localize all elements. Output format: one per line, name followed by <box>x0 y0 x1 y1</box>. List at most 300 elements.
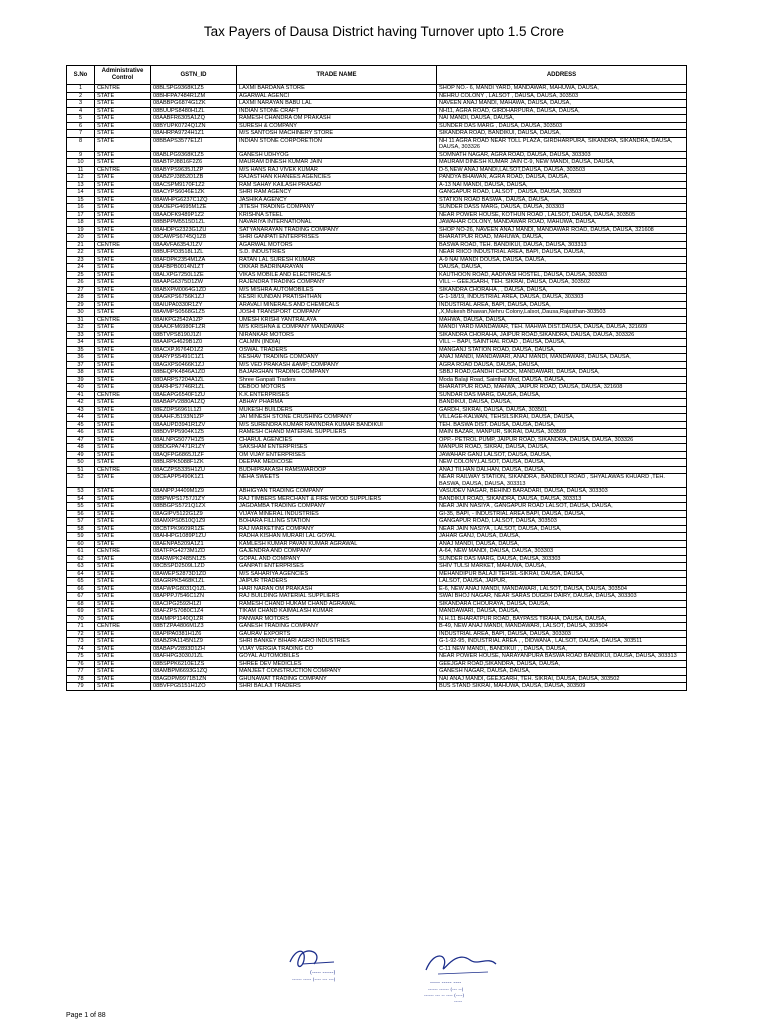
cell-trade-name: MAURAM DINESH KUMAR JAIN <box>237 159 437 167</box>
table-row <box>67 660 687 668</box>
cell-sno: 9 <box>67 151 95 159</box>
cell-trade-name: RADHA KISHAN MURARI LAL GOYAL <box>237 533 437 541</box>
table-row <box>67 555 687 563</box>
cell-gstn-id: 08AFDPK2354M1ZA <box>151 256 237 264</box>
cell-admin-control: STATE <box>95 271 151 279</box>
table-row <box>67 540 687 548</box>
cell-admin-control: STATE <box>95 570 151 578</box>
cell-address: NEAR RIICO INDUSTRIAL AREA, BAPI, DAUSA, DAUSA, <box>437 249 687 257</box>
cell-gstn-id: 08ARWPK2485N1Z5 <box>151 555 237 563</box>
table-row <box>67 466 687 474</box>
table-row <box>67 354 687 362</box>
cell-gstn-id: 08AWEPS2873D1ZD <box>151 570 237 578</box>
cell-gstn-id: 08AENPA5209A1Z1 <box>151 540 237 548</box>
cell-sno: 57 <box>67 518 95 526</box>
cell-gstn-id: 08ALXPG7250L1ZE <box>151 271 237 279</box>
cell-sno: 50 <box>67 459 95 467</box>
table-row <box>67 339 687 347</box>
cell-sno: 70 <box>67 615 95 623</box>
table-row <box>67 675 687 683</box>
cell-address: MANDAWARI, DAUSA, DAUSA, <box>437 608 687 616</box>
table-row <box>67 294 687 302</box>
cell-gstn-id: 08BBAPS3577E1ZI <box>151 137 237 151</box>
cell-gstn-id: 08BPWPS1757J1ZY <box>151 495 237 503</box>
taxpayer-table <box>66 65 687 691</box>
table-row <box>67 668 687 676</box>
cell-sno: 25 <box>67 271 95 279</box>
cell-address: SHOP NO.- 6, MANDI YARD, MANDAWAR, MAHUWA, DAUSA, <box>437 85 687 93</box>
cell-gstn-id: 08BDVPP5904K1Z5 <box>151 429 237 437</box>
cell-gstn-id: 08BTVPS8190J1ZI <box>151 331 237 339</box>
cell-gstn-id: 08AABFR6305A1ZQ <box>151 115 237 123</box>
table-row <box>67 488 687 496</box>
cell-trade-name: M/S MISHRA AUTOMOBILES <box>237 286 437 294</box>
cell-admin-control: STATE <box>95 444 151 452</box>
cell-gstn-id: 08BSPPK6210E1ZS <box>151 660 237 668</box>
table-row <box>67 234 687 242</box>
cell-sno: 29 <box>67 301 95 309</box>
cell-gstn-id: 08ABAPV2893D1ZH <box>151 645 237 653</box>
cell-trade-name: GOYAL AUTOMOBILES <box>237 653 437 661</box>
cell-gstn-id: 08AAOFM6980F1ZR <box>151 324 237 332</box>
cell-trade-name: BOHARA FILLING STATION <box>237 518 437 526</box>
header-sno: S.No <box>67 66 95 85</box>
cell-sno: 60 <box>67 540 95 548</box>
cell-sno: 38 <box>67 369 95 377</box>
cell-address: JAHAR GANJ, DAUSA, DAUSA, <box>437 533 687 541</box>
svg-text:-----: ----- <box>454 1000 463 1005</box>
cell-gstn-id: 08ABTPJ8816F2Z6 <box>151 159 237 167</box>
cell-admin-control: STATE <box>95 100 151 108</box>
cell-gstn-id: 08BLSPG9368K1Z5 <box>151 85 237 93</box>
cell-gstn-id: 08BDGPA7471R1ZY <box>151 444 237 452</box>
cell-address: GEEJGAR ROAD,SIKANDRA, DAUSA, DAUSA, <box>437 660 687 668</box>
table-row <box>67 525 687 533</box>
cell-trade-name: Shree Ganpati Traders <box>237 376 437 384</box>
svg-text:----- ----- ----: ----- ----- ---- <box>430 980 462 986</box>
cell-trade-name: ARAVALI MINERALS AND CHEMICALS <box>237 301 437 309</box>
cell-sno: 67 <box>67 593 95 601</box>
table-row <box>67 271 687 279</box>
cell-trade-name: INDIAN STONE CRAFT <box>237 107 437 115</box>
cell-trade-name: RATAN LAL SURESH KUMAR <box>237 256 437 264</box>
cell-trade-name: SHRI GANPATI ENTERPRISES <box>237 234 437 242</box>
cell-gstn-id: 08ACSPM9170F1Z2 <box>151 181 237 189</box>
cell-sno: 64 <box>67 570 95 578</box>
cell-address: NAVEEN ANAJ MANDI, MAHAWA, DAUSA, DAUSA, <box>437 100 687 108</box>
cell-address: GANGAPUR ROAD, LALSOT, DAUSA, 303503 <box>437 518 687 526</box>
cell-trade-name: OKKAR BADRINARAYAN <box>237 264 437 272</box>
cell-address: SIKANDARA CHOURAYA, DAUSA, DAUSA, <box>437 600 687 608</box>
cell-admin-control: STATE <box>95 189 151 197</box>
cell-admin-control: STATE <box>95 540 151 548</box>
cell-sno: 62 <box>67 555 95 563</box>
cell-trade-name: NIRANKAR MOTORS <box>237 331 437 339</box>
cell-trade-name: RAJ MARKETING COMPANY <box>237 525 437 533</box>
cell-trade-name: M/S HANS RAJ VIVEK KUMAR <box>237 166 437 174</box>
cell-trade-name: PANWAR MOTORS <box>237 615 437 623</box>
cell-gstn-id: 08AHDPG2323G1ZU <box>151 226 237 234</box>
table-row <box>67 503 687 511</box>
cell-gstn-id: 08ATFPG4273M1ZD <box>151 548 237 556</box>
cell-admin-control: STATE <box>95 130 151 138</box>
cell-gstn-id: 08CAWPS6745Q1Z8 <box>151 234 237 242</box>
cell-gstn-id: 08ANPPJ4409M1Z9 <box>151 488 237 496</box>
table-row <box>67 429 687 437</box>
cell-sno: 63 <box>67 563 95 571</box>
cell-sno: 41 <box>67 391 95 399</box>
cell-address: SWAI BHOJ NAGAR, NEAR SARAS DUGDH DAIRY, DAUSA, DAUSA, 303303 <box>437 593 687 601</box>
header-address: ADDRESS <box>437 66 687 85</box>
cell-admin-control: STATE <box>95 555 151 563</box>
cell-gstn-id: 08AGRPK5468K1ZL <box>151 578 237 586</box>
cell-admin-control: STATE <box>95 578 151 586</box>
cell-trade-name: UMESH KRISHI YANTRALAYA <box>237 316 437 324</box>
cell-sno: 20 <box>67 234 95 242</box>
cell-address: BHARATPUR ROAD, MAHUWA, DAUSA, <box>437 234 687 242</box>
cell-admin-control: STATE <box>95 294 151 302</box>
cell-trade-name: M/S SANTOSH MACHINERY STORE <box>237 130 437 138</box>
cell-trade-name: VIJAYA MINERAL INDUSTRIES <box>237 510 437 518</box>
cell-address: BHARATPUR ROAD, MAHWA, JAIPUR ROAD, DAUSA, DAUSA, 321608 <box>437 384 687 392</box>
cell-trade-name: JASHIKA AGENCY <box>237 196 437 204</box>
cell-admin-control: STATE <box>95 683 151 691</box>
cell-address: BASWA ROAD, TEH. BANDIKUI, DAUSA, DAUSA, 303313 <box>437 241 687 249</box>
cell-trade-name: GAJENDRA AND COMPANY <box>237 548 437 556</box>
cell-admin-control: CENTRE <box>95 466 151 474</box>
table-row <box>67 204 687 212</box>
cell-trade-name: JAIPUR TRADERS <box>237 578 437 586</box>
cell-trade-name: RAJASTHAN KHANEES AGENCIES <box>237 174 437 182</box>
cell-gstn-id: 08AAOFK9489P1Z2 <box>151 211 237 219</box>
cell-trade-name: SHREE DEV MEDICLES <box>237 660 437 668</box>
table-row <box>67 316 687 324</box>
cell-gstn-id: 08AOEPG4695M1ZE <box>151 204 237 212</box>
cell-gstn-id: 08AMBPM6693G1ZQ <box>151 668 237 676</box>
cell-trade-name: S.D. INDUSTRIES <box>237 249 437 257</box>
cell-address: SHOP NO-26, NAVEEN ANAJ MANDI, MANDAWAR ROAD, DAUSA, DAUSA, 321608 <box>437 226 687 234</box>
cell-admin-control: STATE <box>95 503 151 511</box>
table-header <box>67 66 687 85</box>
cell-sno: 15 <box>67 196 95 204</box>
cell-admin-control: STATE <box>95 331 151 339</box>
cell-gstn-id: 08ACIPG2592H1ZI <box>151 600 237 608</box>
cell-admin-control: STATE <box>95 204 151 212</box>
table-row <box>67 361 687 369</box>
page-number: Page 1 of 88 <box>66 1012 106 1019</box>
cell-sno: 45 <box>67 421 95 429</box>
cell-trade-name: SHRI BALAJI TRADERS <box>237 683 437 691</box>
cell-trade-name: MANJEET CONSTRUCTION COMPANY <box>237 668 437 676</box>
cell-address: SBBJ ROAD,GANDHI CHOCK, MANDAWARI, DAUSA, DAUSA, <box>437 369 687 377</box>
cell-gstn-id: 08BUFPD3518L1ZL <box>151 249 237 257</box>
cell-sno: 8 <box>67 137 95 151</box>
table-row <box>67 346 687 354</box>
cell-sno: 30 <box>67 309 95 317</box>
table-row <box>67 85 687 93</box>
cell-sno: 12 <box>67 174 95 182</box>
cell-address: NAI ANAJ MANDI, GEEJGARH, TEH. SIKRAI, DAUSA, DAUSA, 303502 <box>437 675 687 683</box>
table-row <box>67 585 687 593</box>
cell-admin-control: STATE <box>95 645 151 653</box>
cell-trade-name: M/S SAHARIYA AGENCIES <box>237 570 437 578</box>
table-row <box>67 578 687 586</box>
cell-sno: 19 <box>67 226 95 234</box>
cell-admin-control: STATE <box>95 660 151 668</box>
table-row <box>67 219 687 227</box>
cell-admin-control: STATE <box>95 563 151 571</box>
cell-admin-control: STATE <box>95 115 151 123</box>
cell-admin-control: STATE <box>95 459 151 467</box>
cell-sno: 43 <box>67 406 95 414</box>
cell-sno: 58 <box>67 525 95 533</box>
cell-admin-control: CENTRE <box>95 166 151 174</box>
table-row <box>67 196 687 204</box>
cell-admin-control: STATE <box>95 585 151 593</box>
cell-admin-control: CENTRE <box>95 241 151 249</box>
cell-sno: 51 <box>67 466 95 474</box>
table-row <box>67 115 687 123</box>
cell-address: NEAR RAILWAY STATION, SIKANDRA , BANDIKUI ROAD , SHYALAWAS KHUARD ,TEH. BASWA, DAUSA, DAUSA, 303313 <box>437 474 687 488</box>
cell-gstn-id: 08AIKPG2542A1ZP <box>151 316 237 324</box>
table-row <box>67 279 687 287</box>
cell-admin-control: STATE <box>95 451 151 459</box>
cell-address: E-6, NEW ANAJ MANDI, MANDAWARI, LALSOT, DAUSA, DAUSA, 303504 <box>437 585 687 593</box>
cell-address: SUNDER DAS MARG , DAUSA, DAUSA, 303503 <box>437 122 687 130</box>
table-row <box>67 137 687 151</box>
cell-gstn-id: 08DARPS7204A1ZL <box>151 376 237 384</box>
cell-trade-name: TIKAM CHAND KAIMALASH KUMAR <box>237 608 437 616</box>
cell-gstn-id: 08BUUPS8480H1ZL <box>151 107 237 115</box>
cell-admin-control: STATE <box>95 638 151 646</box>
table-row <box>67 122 687 130</box>
cell-gstn-id: 08BLRPK5088F1ZK <box>151 459 237 467</box>
cell-admin-control: STATE <box>95 219 151 227</box>
cell-address: GARDH, SIKRAI, DAUSA, DAUSA, 303501 <box>437 406 687 414</box>
table-row <box>67 249 687 257</box>
cell-address: NEAR JAIN NASIYA , GANGAPUR ROAD LALSOT, DAUSA, DAUSA, <box>437 503 687 511</box>
cell-address: A-64, NEW MANDI, DAUSA, DAUSA, 303303 <box>437 548 687 556</box>
cell-gstn-id: 08BBGPS5721Q1ZX <box>151 503 237 511</box>
cell-address: NAI MANDI, DAUSA, DAUSA, <box>437 115 687 123</box>
cell-sno: 61 <box>67 548 95 556</box>
cell-address: NEW COLONY,LALSOT, DAUSA, DAUSA, <box>437 459 687 467</box>
cell-sno: 56 <box>67 510 95 518</box>
table-row <box>67 451 687 459</box>
cell-trade-name: GANESH UDHYOG <box>237 151 437 159</box>
signature-stamp-left <box>284 944 374 988</box>
cell-trade-name: ABHAY PHARMA <box>237 399 437 407</box>
cell-gstn-id: 08AAPG6375D1ZW <box>151 279 237 287</box>
cell-address: MANGANJ STATION ROAD, DAUSA, DAUSA, <box>437 346 687 354</box>
cell-address: NEAR POWER HOUSE, NARAYANPURA BASWA ROAD BANDIKUI, DAUSA, DAUSA, 303313 <box>437 653 687 661</box>
svg-text:------ --- -- ---- (----): ------ --- -- ---- (----) <box>424 994 465 999</box>
cell-gstn-id: 08ABLPG9368K1Z5 <box>151 151 237 159</box>
cell-admin-control: STATE <box>95 406 151 414</box>
table-row <box>67 495 687 503</box>
cell-gstn-id: 08BYUPK0724Q1ZN <box>151 122 237 130</box>
cell-sno: 69 <box>67 608 95 616</box>
table-row <box>67 211 687 219</box>
cell-gstn-id: 08AVMPS0568G1Z5 <box>151 309 237 317</box>
cell-address: STATION ROAD BASWA , DAUSA, DAUSA, <box>437 196 687 204</box>
cell-gstn-id: 08CBTPK9609R1ZE <box>151 525 237 533</box>
cell-trade-name: M/S KRISHNA & COMPANY MANDAWAR <box>237 324 437 332</box>
cell-sno: 14 <box>67 189 95 197</box>
cell-gstn-id: 08AGIPV5122G1Z9 <box>151 510 237 518</box>
cell-admin-control: STATE <box>95 488 151 496</box>
table-row <box>67 421 687 429</box>
cell-admin-control: STATE <box>95 92 151 100</box>
cell-trade-name: BAJARGHAN TRADING COMPANY <box>237 369 437 377</box>
table-row <box>67 533 687 541</box>
cell-sno: 79 <box>67 683 95 691</box>
svg-text:------ ------ (--- --): ------ ------ (--- --) <box>428 988 464 993</box>
table-row <box>67 130 687 138</box>
table-row <box>67 645 687 653</box>
cell-admin-control: CENTRE <box>95 391 151 399</box>
svg-text:------ ----- (---- --- ---): ------ ----- (---- --- ---) <box>292 978 336 983</box>
table-row <box>67 159 687 167</box>
cell-admin-control: STATE <box>95 668 151 676</box>
cell-trade-name: JITESH TRADING COMPANY <box>237 204 437 212</box>
cell-sno: 22 <box>67 249 95 257</box>
cell-trade-name: SATYANARAYAN TRADING COMPANY <box>237 226 437 234</box>
cell-gstn-id: 08APIPA0381H1Z6 <box>151 630 237 638</box>
cell-sno: 52 <box>67 474 95 488</box>
cell-admin-control: CENTRE <box>95 316 151 324</box>
cell-trade-name: JAI MINESH STONE CRUSHING COMPANY <box>237 414 437 422</box>
cell-sno: 4 <box>67 107 95 115</box>
cell-sno: 53 <box>67 488 95 496</box>
cell-trade-name: OSWAL TRADERS <box>237 346 437 354</box>
cell-sno: 16 <box>67 204 95 212</box>
cell-admin-control: STATE <box>95 256 151 264</box>
cell-sno: 77 <box>67 668 95 676</box>
cell-trade-name: GANESH TRADING COMPANY <box>237 623 437 631</box>
cell-address: MAURAM DINESH KUMAR JAIN C-9, NEW MANDI, DAUSA, DAUSA, <box>437 159 687 167</box>
cell-admin-control: STATE <box>95 630 151 638</box>
cell-gstn-id: 08AIUPA0330R1ZY <box>151 301 237 309</box>
table-row <box>67 181 687 189</box>
cell-sno: 65 <box>67 578 95 586</box>
cell-gstn-id: 08CBSPD2509L1ZD <box>151 563 237 571</box>
cell-address: D-5,NEW ANAJ MANDI,LALSOT,DAUSA, DAUSA, 303503 <box>437 166 687 174</box>
table-row <box>67 518 687 526</box>
cell-gstn-id: 08AGKPS6756K1ZJ <box>151 294 237 302</box>
cell-gstn-id: 08AEAPG6540F1ZU <box>151 391 237 399</box>
cell-sno: 59 <box>67 533 95 541</box>
cell-address: NEAR JAIN NASIYA , LALSOT, DAUSA, DAUSA, <box>437 525 687 533</box>
cell-sno: 68 <box>67 600 95 608</box>
table-row <box>67 615 687 623</box>
cell-sno: 76 <box>67 660 95 668</box>
table-row <box>67 324 687 332</box>
table-row <box>67 189 687 197</box>
cell-admin-control: STATE <box>95 279 151 287</box>
cell-gstn-id: 08BVFPG5151H1ZO <box>151 683 237 691</box>
cell-sno: 40 <box>67 384 95 392</box>
cell-gstn-id: 08AWHPG6237C1ZQ <box>151 196 237 204</box>
cell-sno: 72 <box>67 630 95 638</box>
cell-gstn-id: 08AAIPG4629B1Z0 <box>151 339 237 347</box>
header-admin-control: Administrative Control <box>95 66 151 85</box>
cell-admin-control: CENTRE <box>95 548 151 556</box>
header-trade-name: TRADE NAME <box>237 66 437 85</box>
table-row <box>67 301 687 309</box>
table-row <box>67 331 687 339</box>
cell-admin-control: STATE <box>95 137 151 151</box>
table-row <box>67 241 687 249</box>
cell-address: INDUSTRIAL AREA, BAPI, DAUSA, DAUSA, 303303 <box>437 630 687 638</box>
table-row <box>67 406 687 414</box>
cell-gstn-id: 08AAVFA6354J1ZV <box>151 241 237 249</box>
cell-gstn-id: 08BHFPA7484R1ZM <box>151 92 237 100</box>
cell-sno: 44 <box>67 414 95 422</box>
cell-address: JAWAHAR COLONY, MANDAWAR ROAD, MAHUWA, DAUSA, <box>437 219 687 227</box>
cell-sno: 49 <box>67 451 95 459</box>
cell-address: VILL -- GEEJGARH, TEH. SIKRAI, DAUSA, DAUSA, 303502 <box>437 279 687 287</box>
cell-admin-control: STATE <box>95 533 151 541</box>
cell-trade-name: RAM SAHAY KAILASH PRASAD <box>237 181 437 189</box>
cell-trade-name: OM VIJAY ENTERPRISES <box>237 451 437 459</box>
cell-address: MANDI YARD MANDAWAR, TEH. MAHWA DIST.DAUSA, DAUSA, DAUSA, 321609 <box>437 324 687 332</box>
cell-address: ANAJ MANDI, MANDAWARI, ANAJ MANDI, MANDAWARI, DAUSA, DAUSA, <box>437 354 687 362</box>
cell-address: ANAJ TILHAN DALHAN, DAUSA, DAUSA, <box>437 466 687 474</box>
cell-admin-control: STATE <box>95 211 151 219</box>
cell-address: BUS STAND SIKRAI, MAHUWA, DAUSA, DAUSA, 303509 <box>437 683 687 691</box>
cell-gstn-id: 08ABZPA1145N1Z9 <box>151 638 237 646</box>
cell-sno: 54 <box>67 495 95 503</box>
cell-sno: 27 <box>67 286 95 294</box>
table-row <box>67 630 687 638</box>
svg-text:(----- ------): (----- ------) <box>310 970 336 976</box>
table-row <box>67 414 687 422</box>
cell-trade-name: M/S SURENDRA KUMAR RAVINDRA KUMAR BANDIKUI <box>237 421 437 429</box>
cell-sno: 75 <box>67 653 95 661</box>
cell-trade-name: DEBOO MOTORS <box>237 384 437 392</box>
cell-trade-name: CALMIN (INDIA) <box>237 339 437 347</box>
cell-admin-control: STATE <box>95 608 151 616</box>
cell-sno: 73 <box>67 638 95 646</box>
cell-trade-name: RAJ TIMBERS MERCHANT & FIRE WOOD SUPPLIERS <box>237 495 437 503</box>
cell-admin-control: STATE <box>95 264 151 272</box>
cell-gstn-id: 08APPPJ7546C1ZN <box>151 593 237 601</box>
cell-trade-name: LAXMI NARAYAN BABU LAL <box>237 100 437 108</box>
cell-admin-control: STATE <box>95 615 151 623</box>
cell-admin-control: STATE <box>95 309 151 317</box>
cell-admin-control: STATE <box>95 525 151 533</box>
cell-sno: 10 <box>67 159 95 167</box>
cell-admin-control: STATE <box>95 421 151 429</box>
cell-admin-control: STATE <box>95 249 151 257</box>
cell-trade-name: KRISHNA STEEL <box>237 211 437 219</box>
cell-address: GANESH NAGAR, DAUSA, DAUSA, <box>437 668 687 676</box>
cell-address: SUNDAR DAS MARG, DAUSA, DAUSA, <box>437 391 687 399</box>
cell-address: VASUDEV NAGAR, BEHIND BARADARI, DAUSA, DAUSA, 303303 <box>437 488 687 496</box>
cell-trade-name: ABHIGYAN TRADING COMPANY <box>237 488 437 496</box>
cell-trade-name: RAMESH CHANDRA OM PRAKASH <box>237 115 437 123</box>
cell-trade-name: DEEPAK MEDICOSE <box>237 459 437 467</box>
table-row <box>67 107 687 115</box>
cell-admin-control: CENTRE <box>95 623 151 631</box>
cell-address: PANDYA BHAWAN, AGRA ROAD, DAUSA, DAUSA, <box>437 174 687 182</box>
cell-address: NEHRU COLONY , LALSOT , DAUSA, DAUSA, 303503 <box>437 92 687 100</box>
cell-gstn-id: 08AHRPA9724H1Z1 <box>151 130 237 138</box>
cell-sno: 35 <box>67 346 95 354</box>
cell-admin-control: STATE <box>95 518 151 526</box>
cell-admin-control: STATE <box>95 151 151 159</box>
